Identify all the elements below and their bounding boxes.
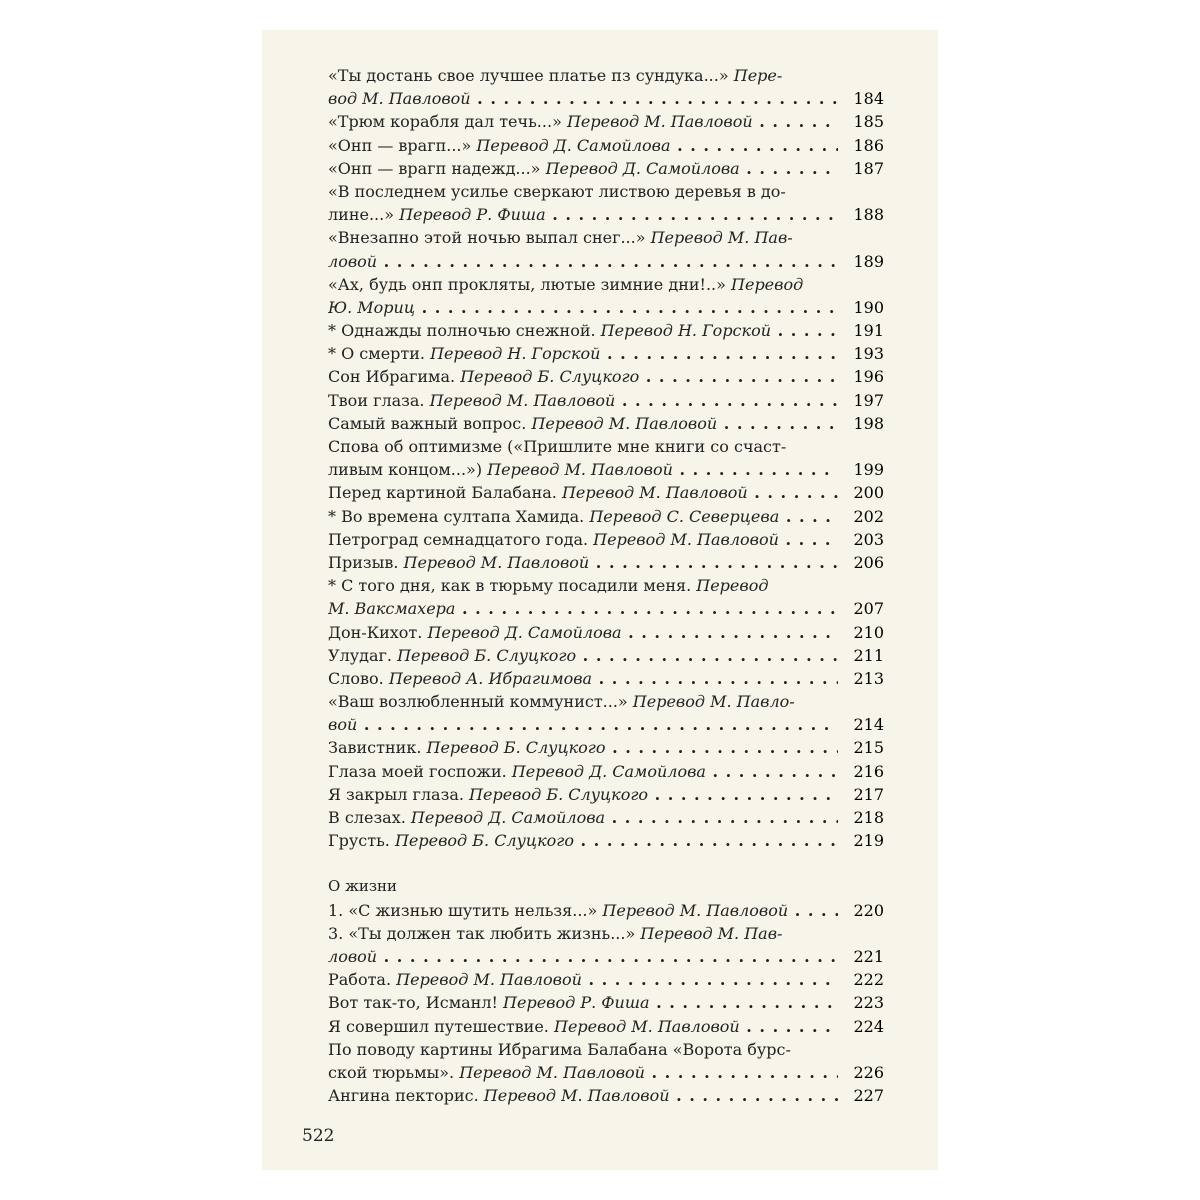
toc-entry-line	[328, 157, 884, 180]
entry-translator: Перевод М. Пав-	[650, 228, 793, 248]
entry-page-number: 196	[838, 365, 884, 388]
toc-entry	[328, 574, 884, 620]
entry-translator: Перевод М. Павловой	[553, 1016, 740, 1036]
toc-list-before	[328, 64, 884, 852]
toc-entry	[328, 968, 884, 991]
toc-entry	[328, 157, 884, 180]
entry-title: * Во времена султапа Хамида.	[328, 506, 590, 526]
toc-entry-line	[328, 899, 884, 922]
entry-translator: Перевод М. Павловой	[403, 552, 590, 572]
entry-translator: Перевод М. Павловой	[602, 900, 789, 920]
entry-translator: Перевод Б. Слуцкого	[460, 367, 640, 387]
entry-page-number: 206	[838, 551, 884, 574]
toc-entry	[328, 760, 884, 783]
toc-entry-line	[328, 574, 884, 597]
toc-entry	[328, 505, 884, 528]
entry-page-number: 200	[838, 481, 884, 504]
entry-translator: Перевод Д. Самойлова	[545, 158, 740, 178]
toc-entry	[328, 1084, 884, 1107]
toc-entry	[328, 829, 884, 852]
entry-translator: Перевод А. Ибрагимова	[388, 668, 593, 688]
toc-entry-line	[328, 1061, 884, 1084]
entry-page-number: 203	[838, 528, 884, 551]
toc-entry	[328, 528, 884, 551]
toc-entry-line	[328, 991, 884, 1014]
entry-translator: ловой	[328, 251, 378, 271]
toc-entry-line	[328, 806, 884, 829]
entry-title: Глаза моей госпожи.	[328, 761, 512, 781]
toc-entry-line	[328, 760, 884, 783]
toc-entry-line	[328, 180, 884, 203]
toc-entry-line	[328, 342, 884, 365]
toc-entry-line	[328, 1038, 884, 1061]
toc-entry	[328, 134, 884, 157]
toc-entry-line	[328, 435, 884, 458]
toc-entry-line	[328, 296, 884, 319]
toc-entry-line	[328, 644, 884, 667]
entry-title: «В последнем усилье сверкают листвою деревья в до-	[328, 181, 786, 201]
toc-entry-line	[328, 551, 884, 574]
toc-entry	[328, 783, 884, 806]
entry-title: * О смерти.	[328, 344, 431, 364]
entry-title: Твои глаза.	[328, 390, 430, 410]
toc-entry	[328, 667, 884, 690]
toc-entry-line	[328, 203, 884, 226]
entry-page-number: 226	[838, 1061, 884, 1084]
entry-translator: Перевод М. Павловой	[396, 970, 582, 990]
entry-translator: Пере-	[733, 66, 783, 85]
toc-entry-line	[328, 922, 884, 945]
entry-translator: Перевод Р. Фиша	[399, 205, 546, 225]
entry-translator: Перевод С. Северцева	[589, 506, 780, 526]
page-number: 522	[302, 1126, 335, 1146]
entry-page-number: 193	[838, 342, 884, 365]
toc-entry	[328, 1015, 884, 1038]
entry-title: Вот так-то, Исманл!	[328, 993, 504, 1013]
entry-title: «Онп — врагп...»	[328, 135, 477, 155]
toc-entry	[328, 110, 884, 133]
entry-translator: Перевод Д. Самойлова	[410, 808, 606, 827]
entry-translator: Перевод Р. Фиша	[503, 993, 650, 1013]
entry-translator: Перевод М. Павловой	[459, 1062, 645, 1082]
toc-entry-line	[328, 250, 884, 273]
entry-translator: Перевод М. Павловой	[561, 483, 748, 503]
toc-entry-line	[328, 1084, 884, 1107]
entry-title: ской тюрьмы».	[328, 1062, 460, 1082]
entry-page-number: 198	[838, 412, 884, 435]
entry-translator: Перевод Д. Самойлова	[476, 135, 671, 155]
entry-translator: Перевод М. Павловой	[429, 390, 616, 410]
entry-title: «Ах, будь онп прокляты, лютые зимние дни!..»	[328, 274, 732, 294]
entry-title: * Однажды полночью снежной.	[328, 321, 601, 341]
toc-entry-line	[328, 528, 884, 551]
entry-translator: Перевод	[696, 576, 769, 596]
entry-page-number: 190	[838, 296, 884, 319]
entry-title: Ангина пекторис.	[328, 1086, 484, 1106]
entry-page-number: 185	[838, 110, 884, 133]
entry-page-number: 211	[838, 644, 884, 667]
toc-entry	[328, 273, 884, 319]
entry-translator: Ю. Мориц	[328, 297, 415, 317]
toc-entry-line	[328, 481, 884, 504]
entry-title: Перед картиной Балабана.	[328, 483, 562, 503]
entry-page-number: 199	[838, 458, 884, 481]
entry-page-number: 219	[838, 829, 884, 852]
entry-page-number: 215	[838, 736, 884, 759]
toc-entry-line	[328, 621, 884, 644]
toc-entry-line	[328, 783, 884, 806]
entry-translator: Перевод	[731, 274, 804, 294]
entry-title: Спова об оптимизме («Пришлите мне книги со счаст-	[328, 437, 787, 456]
toc-entry	[328, 481, 884, 504]
toc-entry	[328, 551, 884, 574]
entry-translator: Перевод М. Пав-	[640, 923, 783, 943]
toc-entry	[328, 621, 884, 644]
entry-translator: Перевод Б. Слуцкого	[469, 784, 649, 804]
entry-translator: ловой	[328, 946, 378, 966]
entry-translator: Перевод Д. Самойлова	[511, 761, 706, 781]
entry-title: Работа.	[328, 970, 397, 990]
entry-title: Я совершил путешествие.	[328, 1016, 554, 1036]
entry-page-number: 191	[838, 319, 884, 342]
toc-entry	[328, 644, 884, 667]
entry-title: Я закрыл глаза.	[328, 784, 470, 804]
entry-title: ливым концом...»)	[328, 460, 488, 480]
toc-entry	[328, 922, 884, 968]
toc-entry	[328, 899, 884, 922]
entry-translator: вод М. Павловой	[328, 89, 471, 109]
entry-translator: Перевод Н. Горской	[430, 344, 601, 364]
toc-entry	[328, 435, 884, 481]
toc-entry-line	[328, 945, 884, 968]
toc-entry-line	[328, 64, 884, 87]
entry-title: 3. «Ты должен так любить жизнь...»	[328, 923, 641, 943]
entry-page-number: 218	[838, 806, 884, 829]
entry-page-number: 216	[838, 760, 884, 783]
entry-title: Самый важный вопрос.	[328, 413, 532, 433]
entry-title: * С того дня, как в тюрьму посадили меня.	[328, 576, 697, 596]
entry-title: Дон-Кихот.	[328, 622, 428, 642]
toc-entry-line	[328, 365, 884, 388]
entry-page-number: 189	[838, 250, 884, 273]
entry-translator: Перевод М. Павловой	[566, 112, 753, 132]
toc-entry	[328, 342, 884, 365]
toc-entry-line	[328, 273, 884, 296]
entry-title: Сон Ибрагима.	[328, 367, 461, 387]
toc-entry	[328, 226, 884, 272]
entry-translator: Перевод Б. Слуцкого	[394, 831, 574, 851]
toc-entry-line	[328, 1015, 884, 1038]
toc-entry	[328, 319, 884, 342]
entry-title: Призыв.	[328, 552, 404, 572]
entry-page-number: 188	[838, 203, 884, 226]
toc-list-after	[328, 899, 884, 1108]
entry-title: лине...»	[328, 205, 400, 225]
toc-entry	[328, 1038, 884, 1084]
entry-title: Петроград семнадцатого года.	[328, 529, 594, 549]
toc-entry-line	[328, 667, 884, 690]
toc-entry-line	[328, 690, 884, 713]
toc-entry-line	[328, 226, 884, 249]
toc-entry-line	[328, 597, 884, 620]
toc-entry-line	[328, 134, 884, 157]
entry-page-number: 221	[838, 945, 884, 968]
entry-title: «Ваш возлюбленный коммунист...»	[328, 692, 633, 712]
entry-page-number: 217	[838, 783, 884, 806]
toc-entry-line	[328, 319, 884, 342]
entry-title: 1. «С жизнью шутить нельзя...»	[328, 900, 603, 920]
toc-entry-line	[328, 389, 884, 412]
entry-title: Грусть.	[328, 831, 395, 851]
entry-page-number: 223	[838, 991, 884, 1014]
toc-entry	[328, 412, 884, 435]
entry-title: «Внезапно этой ночью выпал снег...»	[328, 228, 651, 248]
table-of-contents	[328, 64, 884, 1107]
entry-page-number: 210	[838, 621, 884, 644]
entry-title: «Трюм корабля дал течь...»	[328, 112, 567, 132]
toc-entry	[328, 365, 884, 388]
entry-translator: вой	[328, 715, 358, 735]
entry-page-number: 184	[838, 87, 884, 110]
entry-translator: Перевод Д. Самойлова	[427, 622, 622, 642]
entry-translator: Перевод М. Павловой	[483, 1086, 670, 1106]
entry-translator: Перевод М. Павловой	[531, 413, 718, 433]
entry-page-number: 197	[838, 389, 884, 412]
toc-entry	[328, 180, 884, 226]
entry-translator: Перевод М. Павловой	[487, 460, 673, 480]
entry-title: «Ты достань свое лучшее платье пз сундука...»	[328, 66, 734, 85]
toc-entry-line	[328, 87, 884, 110]
entry-title: Слово.	[328, 668, 389, 688]
entry-page-number: 222	[838, 968, 884, 991]
entry-translator: Перевод Б. Слуцкого	[426, 738, 606, 758]
entry-title: «Онп — врагп надежд...»	[328, 158, 546, 178]
entry-page-number: 227	[838, 1084, 884, 1107]
entry-page-number: 220	[838, 899, 884, 922]
toc-entry-line	[328, 458, 884, 481]
entry-title: Завистник.	[328, 738, 427, 758]
entry-page-number: 187	[838, 157, 884, 180]
section-title: О жизни	[328, 877, 398, 896]
entry-title: В слезах.	[328, 808, 411, 827]
toc-entry-line	[328, 713, 884, 736]
toc-entry-line	[328, 968, 884, 991]
toc-entry-line	[328, 110, 884, 133]
entry-page-number: 186	[838, 134, 884, 157]
entry-page-number: 213	[838, 667, 884, 690]
toc-entry	[328, 736, 884, 759]
book-page	[262, 30, 938, 1170]
entry-translator: М. Ваксмахера	[328, 599, 456, 619]
entry-page-number: 207	[838, 597, 884, 620]
toc-entry-line	[328, 736, 884, 759]
toc-entry	[328, 64, 884, 110]
toc-entry	[328, 806, 884, 829]
toc-entry	[328, 991, 884, 1014]
toc-entry-line	[328, 505, 884, 528]
entry-page-number: 224	[838, 1015, 884, 1038]
entry-page-number: 202	[838, 505, 884, 528]
toc-entry-line	[328, 829, 884, 852]
toc-entry	[328, 690, 884, 736]
entry-title: Улудаг.	[328, 645, 398, 665]
entry-translator: Перевод Б. Слуцкого	[397, 645, 577, 665]
entry-page-number: 214	[838, 713, 884, 736]
entry-title: По поводу картины Ибрагима Балабана «Ворота бурс-	[328, 1039, 791, 1059]
entry-translator: Перевод М. Павловой	[593, 529, 779, 549]
toc-entry-line	[328, 412, 884, 435]
entry-translator: Перевод Н. Горской	[600, 321, 772, 341]
entry-translator: Перевод М. Павло-	[632, 692, 795, 712]
toc-entry	[328, 389, 884, 412]
